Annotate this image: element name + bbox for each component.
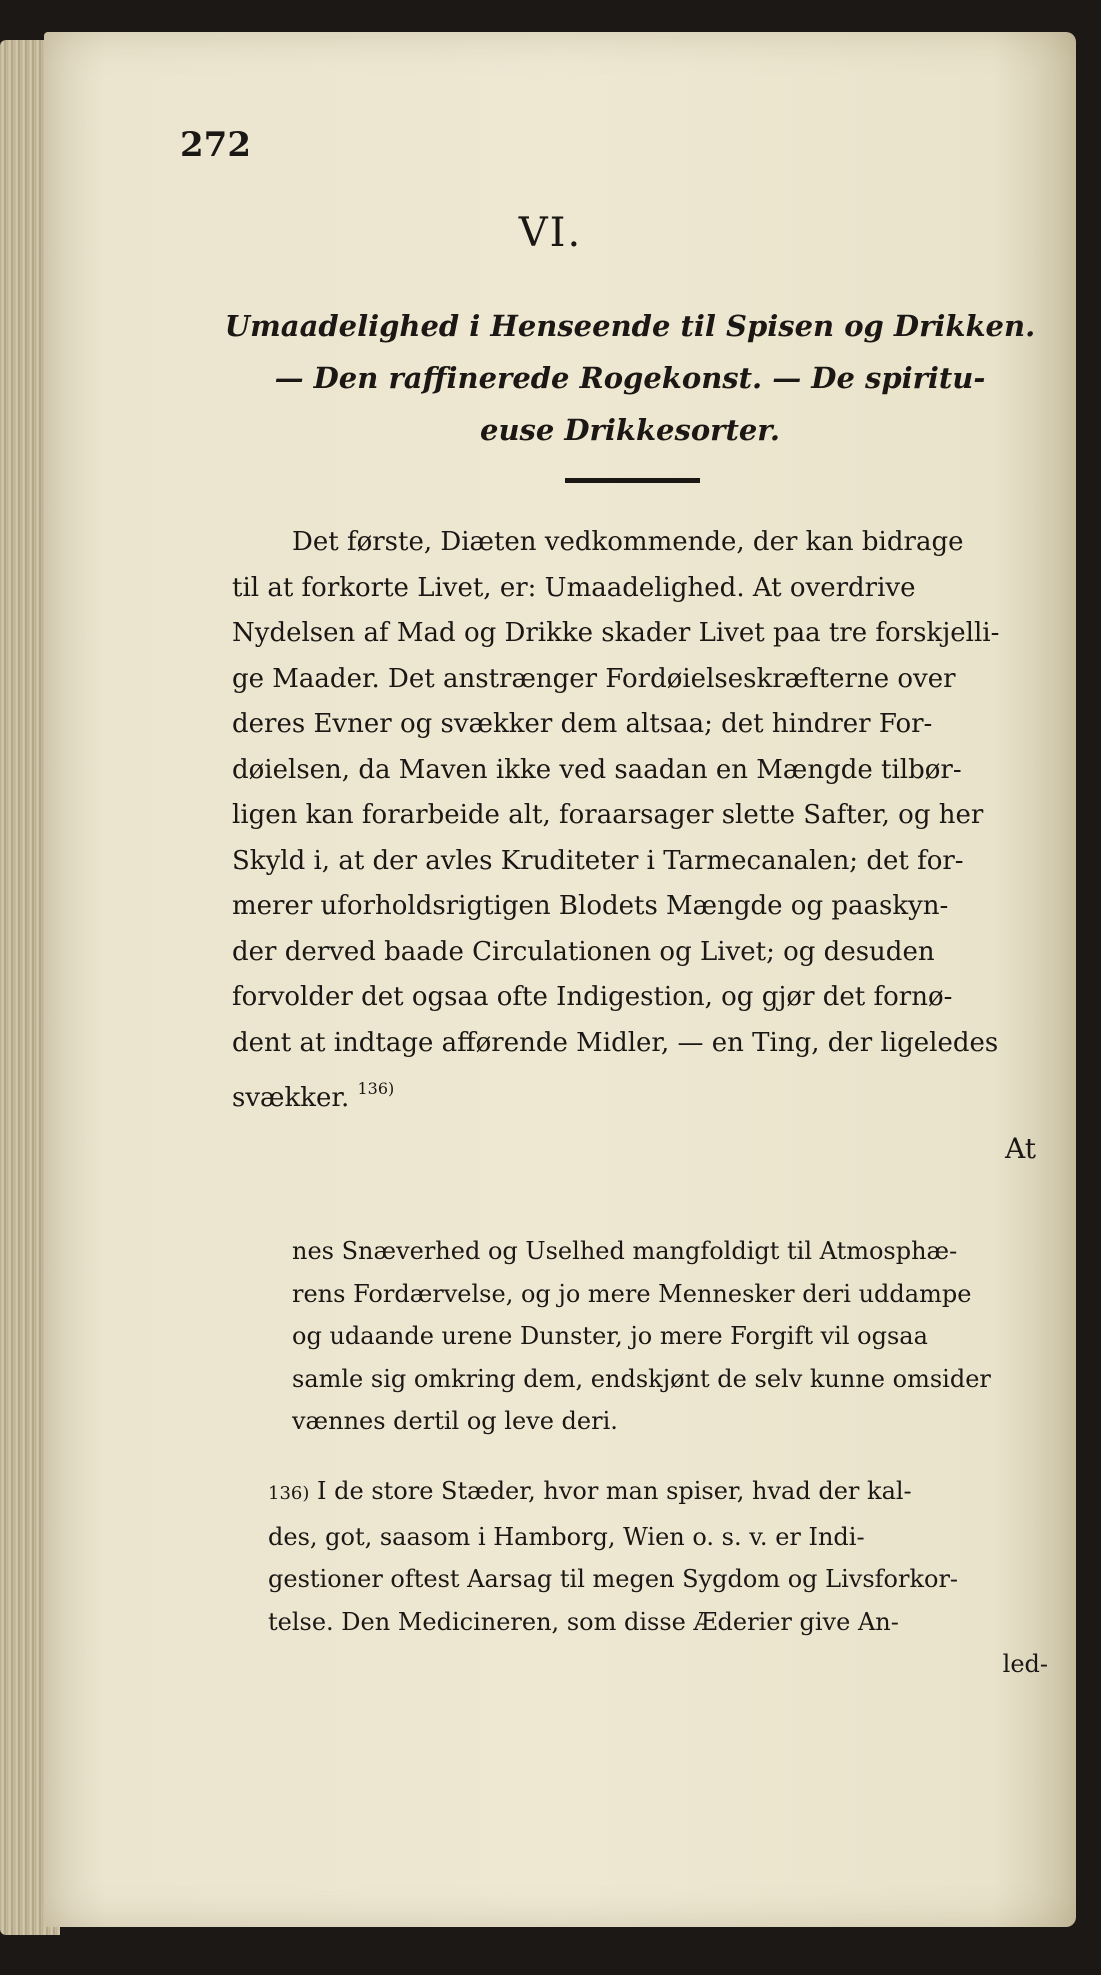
body-line: Det første, Diæten vedkommende, der kan bidrage xyxy=(292,527,964,557)
chapter-title-line: — Den raffinerede Rogekonst. — De spiritu- xyxy=(274,361,986,395)
body-line: merer uforholdsrigtigen Blodets Mængde og paaskyn- xyxy=(232,891,949,921)
body-line: Nydelsen af Mad og Drikke skader Livet paa tre forskjelli- xyxy=(232,618,1000,648)
body-line: forvolder det ogsaa ofte Indigestion, og gjør det fornø- xyxy=(232,982,953,1012)
body-line: døielsen, da Maven ikke ved saadan en Mængde tilbør- xyxy=(232,754,962,785)
chapter-title-line: euse Drikkesorter. xyxy=(480,413,780,447)
body-line: ge Maader. Det anstrænger Fordøielseskræfterne over xyxy=(232,663,956,694)
chapter-number: VI. xyxy=(518,210,583,256)
footnote-line: nes Snæverhed og Uselhed mangfoldigt til Atmosphæ- xyxy=(292,1237,958,1265)
footnote-catchword: led- xyxy=(1002,1650,1048,1678)
footnote-line-text: I de store Stæder, hvor man spiser, hvad der kal- xyxy=(317,1477,912,1505)
footnote-136 xyxy=(268,1470,1048,1686)
section-rule xyxy=(565,478,700,483)
footnote-line: telse. Den Medicineren, som disse Æderier give An- xyxy=(268,1607,899,1636)
body-line xyxy=(232,1066,1047,1122)
footnote-line xyxy=(268,1470,1048,1516)
body-line: til at forkorte Livet, er: Umaadelighed. At overdrive xyxy=(232,572,916,603)
page-number: 272 xyxy=(180,125,251,165)
catchword: At xyxy=(1005,1132,1036,1165)
continued-footnote xyxy=(292,1230,1047,1443)
footnote-line: og udaande urene Dunster, jo mere Forgift vil ogsaa xyxy=(292,1322,928,1350)
footnote-line: gestioner oftest Aarsag til megen Sygdom og Livsforkor- xyxy=(268,1565,959,1593)
body-line: Skyld i, at der avles Kruditeter i Tarmecanalen; det for- xyxy=(232,845,964,876)
body-line: dent at indtage afførende Midler, — en Ting, der ligeledes xyxy=(232,1027,999,1058)
main-paragraph xyxy=(232,520,1047,1122)
body-line: deres Evner og svækker dem altsaa; det hindrer For- xyxy=(232,709,933,739)
footnote-label: 136) xyxy=(268,1483,310,1504)
chapter-title xyxy=(200,300,1060,456)
footnote-line: vænnes dertil og leve deri. xyxy=(292,1407,618,1435)
body-line-text: svækker. xyxy=(232,1083,350,1113)
chapter-title-line: Umaadelighed i Henseende til Spisen og Drikken. xyxy=(224,309,1036,343)
footnote-reference: 136) xyxy=(357,1079,395,1098)
footnote-line: samle sig omkring dem, endskjønt de selv kunne omsider xyxy=(292,1364,991,1393)
body-line: ligen kan forarbeide alt, foraarsager slette Safter, og her xyxy=(232,800,984,830)
body-line: der derved baade Circulationen og Livet; og desuden xyxy=(232,936,935,967)
footnote-line: des, got, saasom i Hamborg, Wien o. s. v. er Indi- xyxy=(268,1522,865,1551)
footnote-line: rens Fordærvelse, og jo mere Mennesker deri uddampe xyxy=(292,1279,972,1308)
